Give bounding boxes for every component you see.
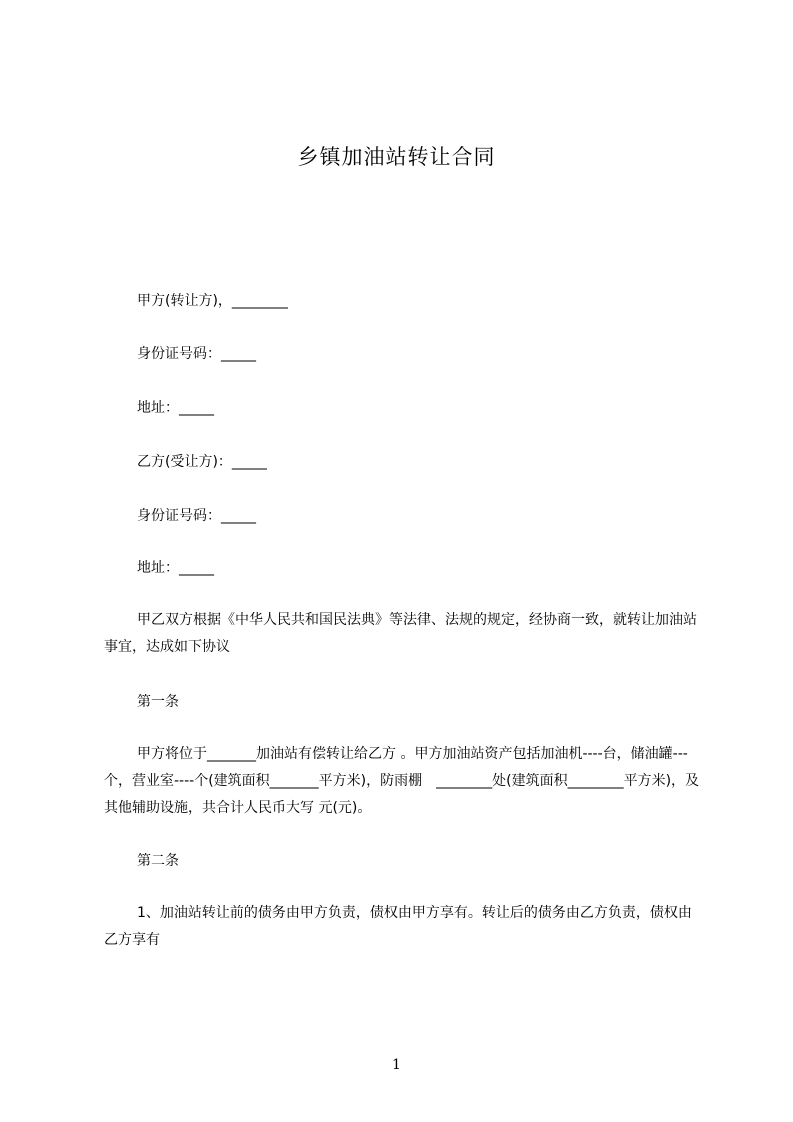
party-a-id-line: 身份证号码：_____ [137, 346, 256, 362]
document-title: 乡镇加油站转让合同 [297, 145, 496, 169]
party-b-id-line: 身份证号码：_____ [137, 508, 256, 524]
preamble-paragraph: 甲乙双方根据《中华人民共和国民法典》等法律、法规的规定，经协商一致，就转让加油站事宜，达成如下协议 [104, 612, 697, 655]
article-2-heading: 第二条 [137, 853, 179, 869]
party-a-address-line: 地址：_____ [137, 400, 214, 416]
article-1-body: 甲方将位于_______加油站有偿转让给乙方 。甲方加油站资产包括加油机----台，储油罐---个，营业室----个(建筑面积_______平方米)，防雨棚 ________处(建筑面积________平方米)，及其他辅助设施，共合计人民币大写 元(元)。 [104, 746, 700, 816]
article-2-clause-1: 1、加油站转让前的债务由甲方负责，债权由甲方享有。转让后的债务由乙方负责，债权由乙方享有 [104, 905, 692, 948]
party-b-address-line: 地址：_____ [137, 560, 214, 576]
page-number: 1 [392, 1057, 401, 1073]
party-a-line: 甲方(转让方)，________ [137, 293, 288, 309]
article-1-heading: 第一条 [137, 694, 179, 710]
party-b-line: 乙方(受让方)：_____ [137, 454, 267, 470]
